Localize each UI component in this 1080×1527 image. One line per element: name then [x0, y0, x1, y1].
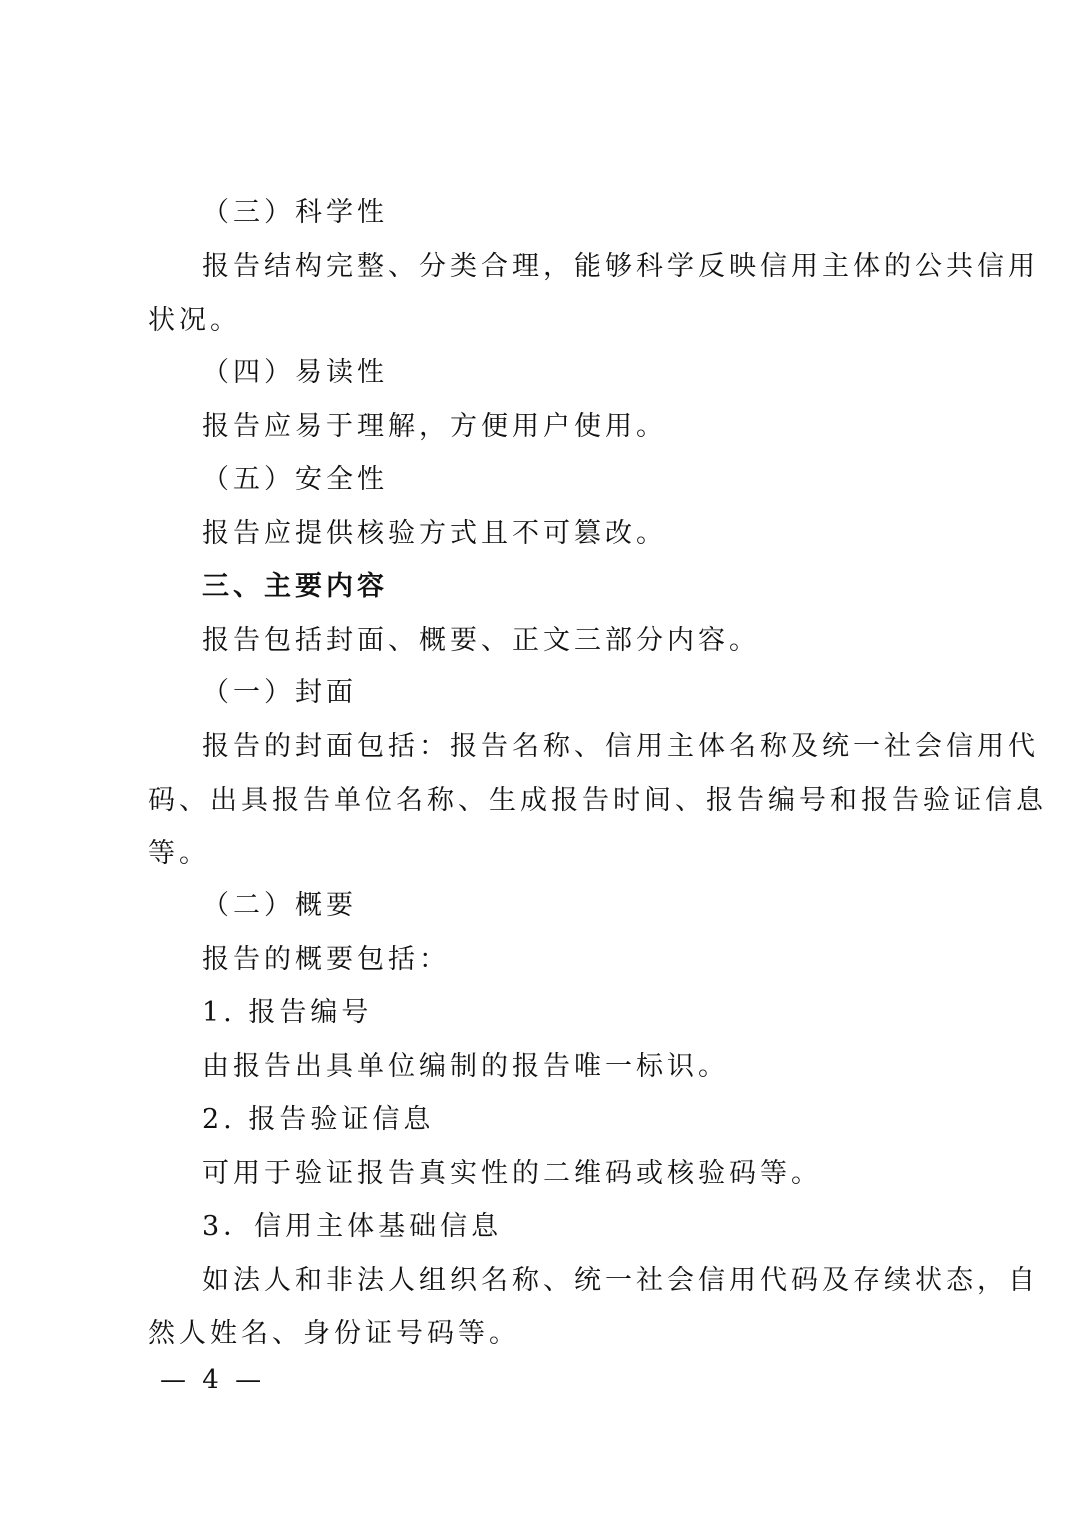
numbered-item-report-number: 1. 报告编号 [202, 997, 373, 1028]
numbered-item-basic-info: 3．信用主体基础信息 [202, 1211, 503, 1242]
subheading-readability: （四）易读性 [202, 357, 388, 388]
subheading-summary: （二）概要 [202, 890, 357, 921]
paragraph-line: 可用于验证报告真实性的二维码或核验码等。 [202, 1158, 822, 1189]
section-heading-main-content: 三、主要内容 [202, 571, 388, 602]
paragraph-line: 码、出具报告单位名称、生成报告时间、报告编号和报告验证信息 [148, 785, 1047, 816]
subheading-security: （五）安全性 [202, 464, 388, 495]
paragraph-line: 报告结构完整、分类合理，能够科学反映信用主体的公共信用 [202, 251, 1039, 282]
paragraph-line: 报告包括封面、概要、正文三部分内容。 [202, 625, 760, 656]
paragraph-line: 报告的概要包括： [202, 944, 450, 975]
subheading-cover: （一）封面 [202, 677, 357, 708]
page-number: — 4 — [160, 1365, 266, 1395]
paragraph-line: 报告应提供核验方式且不可篡改。 [202, 518, 667, 549]
paragraph-line: 如法人和非法人组织名称、统一社会信用代码及存续状态，自 [202, 1265, 1039, 1296]
paragraph-line: 报告应易于理解，方便用户使用。 [202, 411, 667, 442]
paragraph-line: 然人姓名、身份证号码等。 [148, 1318, 520, 1349]
paragraph-line: 状况。 [148, 305, 241, 336]
paragraph-line: 由报告出具单位编制的报告唯一标识。 [202, 1051, 729, 1082]
paragraph-line: 报告的封面包括：报告名称、信用主体名称及统一社会信用代 [202, 731, 1039, 762]
paragraph-line: 等。 [148, 838, 210, 869]
numbered-item-verification-info: 2. 报告验证信息 [202, 1104, 435, 1135]
subheading-scientific: （三）科学性 [202, 197, 388, 228]
